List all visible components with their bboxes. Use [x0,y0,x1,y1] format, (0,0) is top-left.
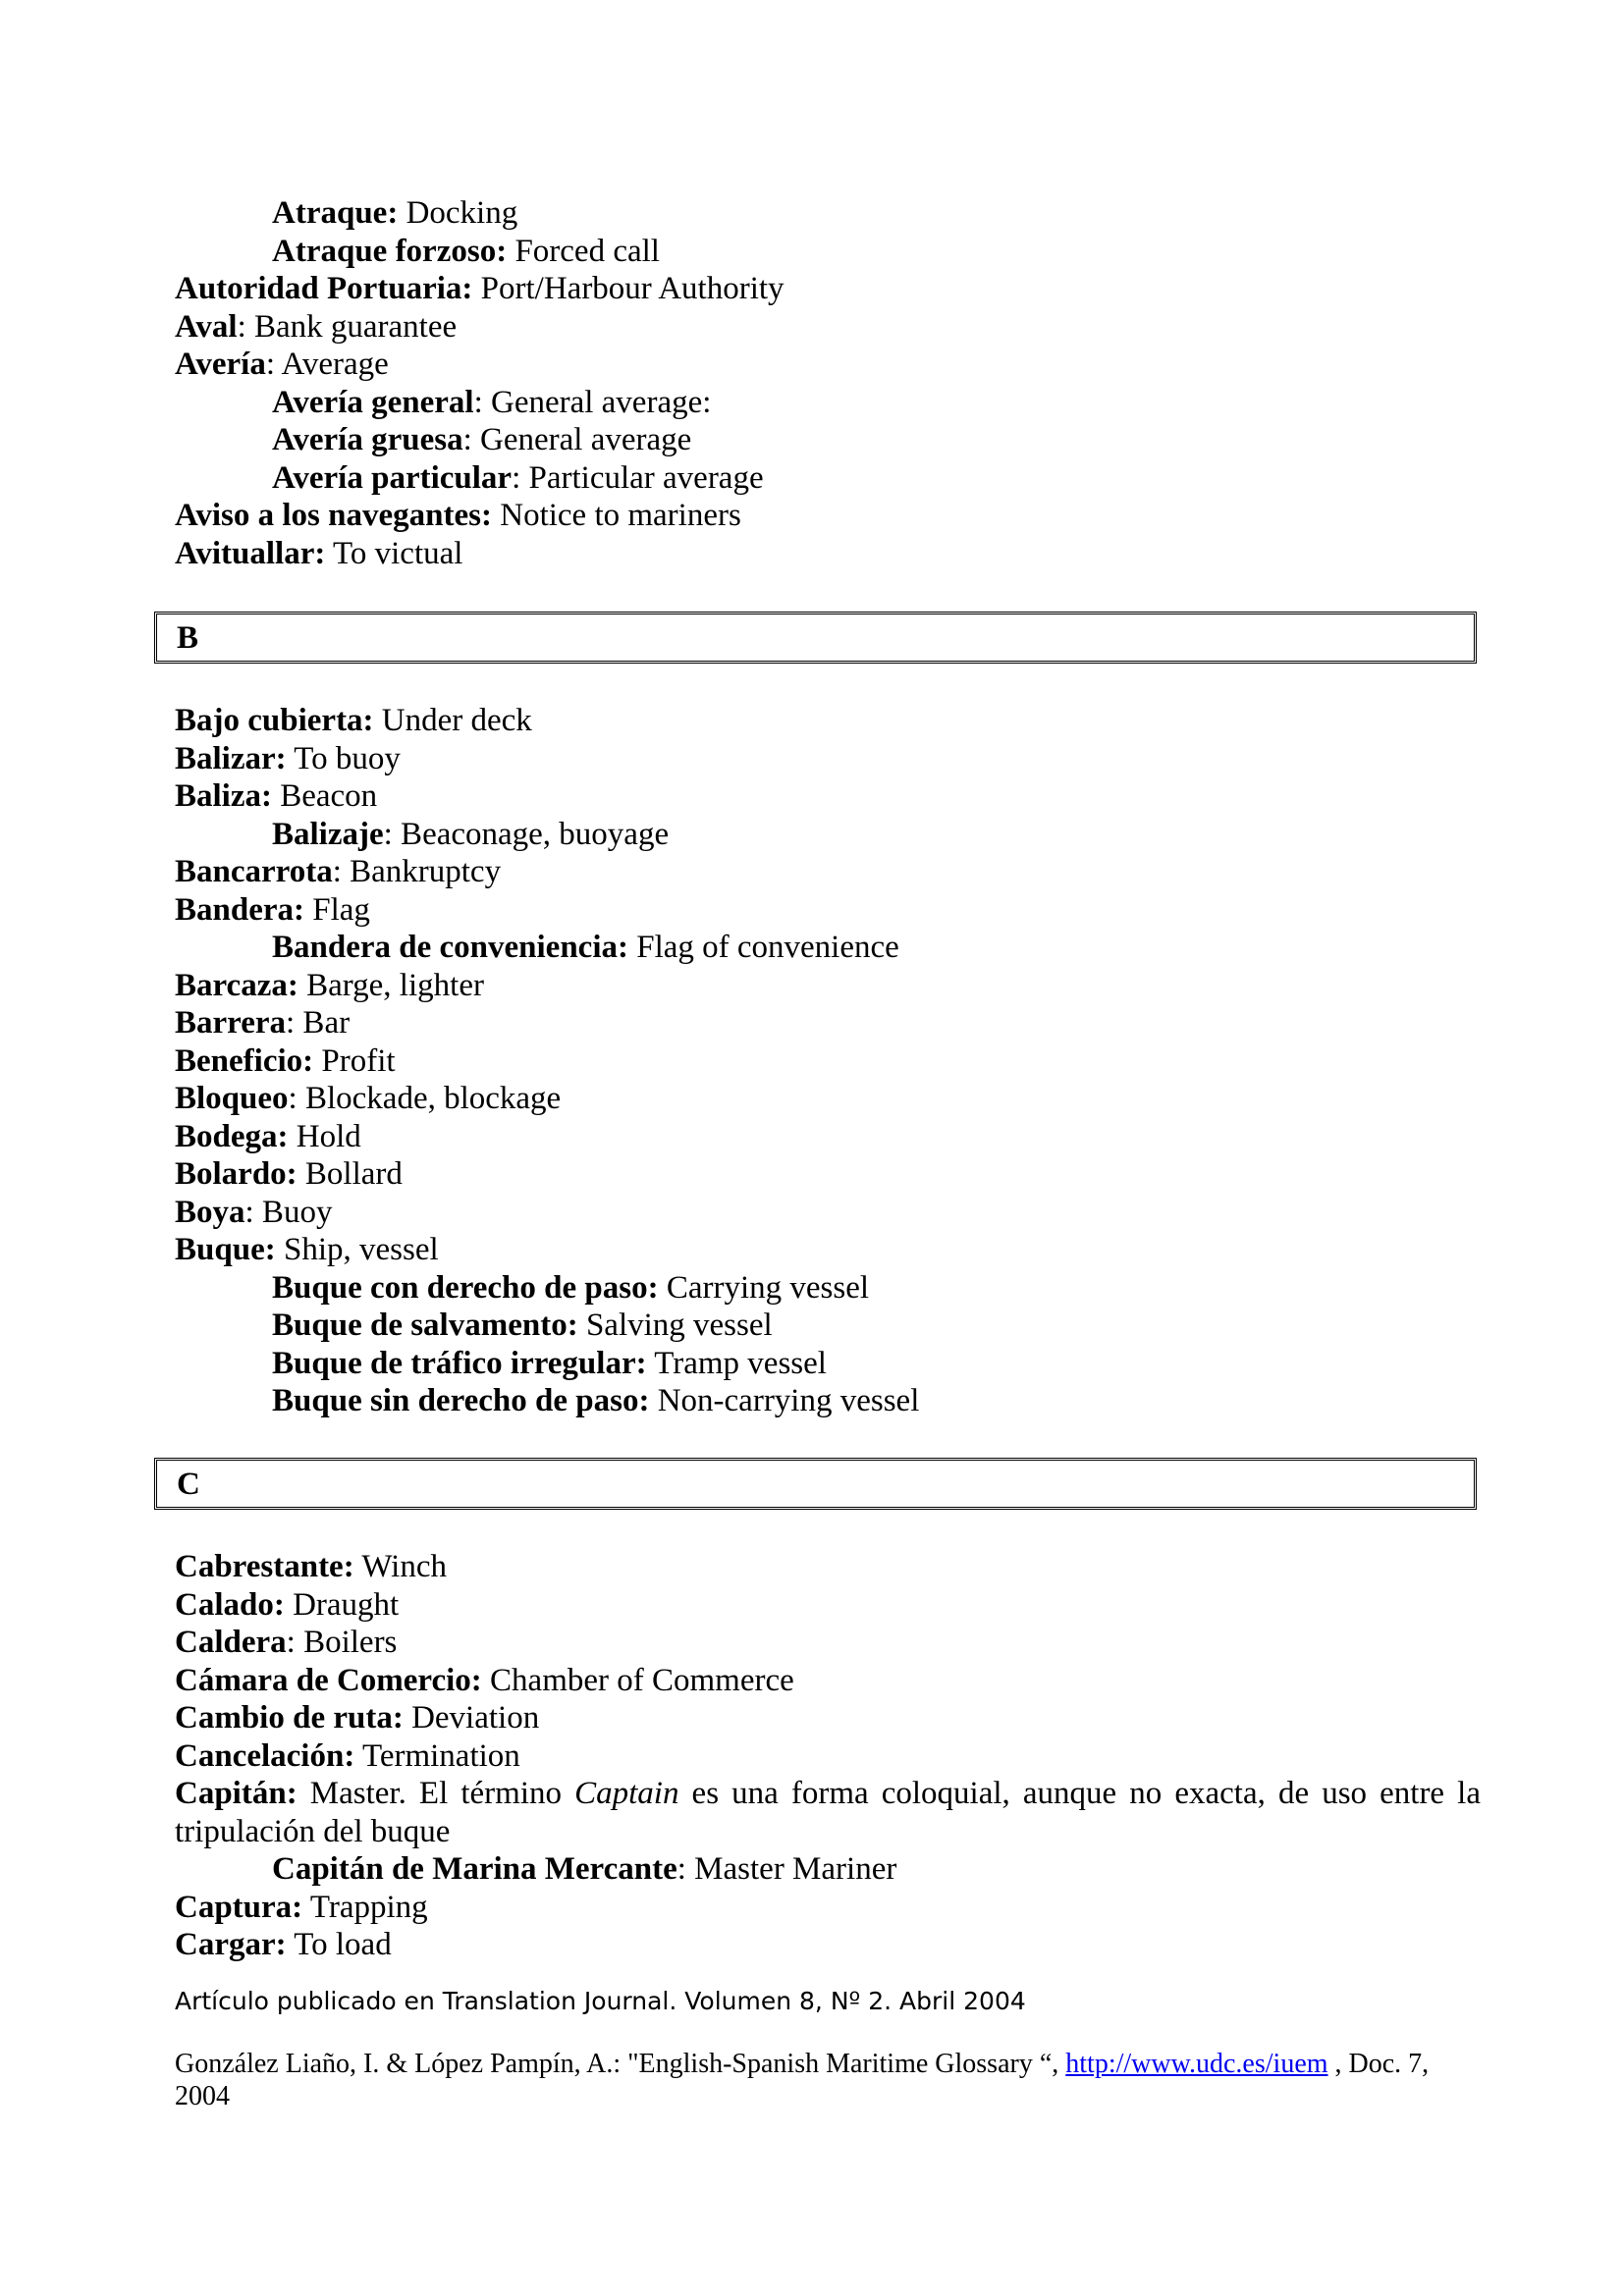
glossary-entry [175,891,1481,930]
entry-term: Beneficio: [175,1042,314,1079]
entry-term: Buque: [175,1232,276,1267]
entry-definition: : General average [462,422,692,457]
entry-term: Barcaza: [175,967,298,1003]
entry-definition: : Boilers [286,1625,398,1660]
entry-term: Bandera: [175,891,304,928]
entry-term: Balizaje [272,816,384,852]
entry-term: Cabrestante: [175,1549,354,1584]
entry-definition: Draught [284,1586,400,1623]
glossary-entry [175,816,1481,854]
entry-term: Cargar: [175,1927,287,1962]
entry-definition: : Bank guarantee [237,308,458,345]
glossary-entry [175,1850,1481,1889]
entry-term: Buque de salvamento: [272,1308,578,1343]
entry-definition: : Average [265,347,389,382]
glossary-entry [175,1926,1481,1964]
entry-term: Avería general [272,384,474,420]
entry-definition-italic: Captain [574,1776,679,1811]
entry-definition: : General average: [473,384,712,420]
glossary-section-a [175,194,1481,572]
entry-definition: Salving vessel [577,1308,773,1343]
glossary-entry [175,1307,1481,1345]
entry-term: Bolardo: [175,1156,298,1192]
entry-definition: : Master Mariner [676,1851,897,1887]
entry-definition: : Bar [286,1005,351,1041]
entry-definition: To buoy [286,740,401,776]
entry-definition: : Beaconage, buoyage [383,816,670,852]
entry-definition: Barge, lighter [298,967,484,1003]
glossary-entry [175,1624,1481,1662]
entry-definition: : Bankruptcy [332,854,502,889]
glossary-entry [175,1586,1481,1625]
glossary-entry [175,1042,1481,1081]
glossary-entry [175,1699,1481,1737]
glossary-entry [175,1737,1481,1776]
glossary-entry [175,497,1481,535]
glossary-entry [175,740,1481,778]
entry-definition: Docking [398,195,518,231]
glossary-entry [175,1889,1481,1927]
entry-definition: Carrying vessel [658,1269,870,1306]
entry-term: Bandera de conveniencia: [272,930,628,965]
glossary-entry [175,346,1481,384]
entry-term: Atraque: [272,195,399,231]
glossary-entry [175,459,1481,498]
entry-definition: Ship, vessel [275,1232,439,1267]
entry-term: Cámara de Comercio: [175,1662,482,1698]
glossary-entry [175,1194,1481,1232]
entry-definition: Trapping [302,1889,428,1925]
glossary-entry [175,535,1481,573]
entry-term: Buque de tráfico irregular: [272,1345,647,1381]
entry-term: Capitán de Marina Mercante [272,1851,677,1887]
entry-term: Capitán: [175,1776,298,1811]
entry-definition: Flag of convenience [627,930,899,965]
entry-term: Avería [175,347,266,382]
citation-text-end: , Doc. 7, 2004 [175,2049,1430,2111]
entry-term: Aval [175,308,238,345]
entry-term: Bloqueo [175,1081,289,1116]
glossary-entry [175,967,1481,1005]
glossary-entry [175,421,1481,459]
entry-definition: Termination [354,1737,520,1774]
entry-definition: Under deck [373,703,532,738]
glossary-entry [175,702,1481,740]
entry-definition: Winch [353,1549,447,1584]
entry-term: Caldera [175,1625,287,1660]
glossary-entry [175,1080,1481,1118]
entry-term: Calado: [175,1586,285,1623]
entry-term: Avituallar: [175,535,326,571]
glossary-entry [175,233,1481,271]
entry-definition: Tramp vessel [646,1345,827,1381]
glossary-entry [175,1548,1481,1586]
citation-text: González Liaño, I. & López Pampín, A.: "English-Spanish Maritime Glossary “, [175,2049,1066,2079]
glossary-entry [175,194,1481,233]
entry-definition: Flag [304,891,370,928]
entry-definition: Port/Harbour Authority [472,271,784,306]
entry-term: Bancarrota [175,854,333,889]
glossary-entry [175,1231,1481,1269]
glossary-entry [175,1382,1481,1420]
glossary-entry [175,1269,1481,1308]
publication-note: Artículo publicado en Translation Journal. Volumen 8, Nº 2. Abril 2004 [175,1987,1026,2015]
entry-term: Autoridad Portuaria: [175,271,473,306]
entry-definition: Bollard [297,1156,403,1192]
entry-definition: : Particular average [512,459,764,496]
citation [175,2048,1451,2112]
entry-term: Barrera [175,1005,287,1041]
entry-definition: Profit [313,1042,396,1079]
entry-term: Captura: [175,1889,303,1925]
entry-definition: To load [286,1927,392,1962]
glossary-entry [175,929,1481,967]
entry-definition: Forced call [507,233,660,269]
glossary-entry [175,1345,1481,1383]
section-header-b [154,612,1477,664]
glossary-entry [175,853,1481,891]
entry-term: Boya [175,1194,245,1230]
glossary-entry [175,1118,1481,1156]
entry-definition: Deviation [403,1700,540,1735]
glossary-entry [175,1662,1481,1700]
glossary-section-b [175,702,1481,1420]
section-letter: B [177,620,199,656]
entry-term: Baliza: [175,778,272,814]
entry-definition: To victual [325,535,463,571]
entry-term: Cancelación: [175,1737,355,1774]
entry-definition: Chamber of Commerce [481,1662,794,1698]
entry-term: Aviso a los navegantes: [175,498,492,533]
citation-link[interactable]: http://www.udc.es/iuem [1065,2049,1328,2079]
entry-definition: Master. El término [297,1776,575,1811]
glossary-entry [175,308,1481,347]
entry-definition: Beacon [271,778,378,814]
glossary-entry [175,384,1481,422]
entry-term: Atraque forzoso: [272,233,508,269]
section-header-c [154,1458,1477,1510]
entry-definition: Hold [288,1118,361,1154]
entry-term: Avería gruesa [272,422,463,457]
glossary-entry [175,1004,1481,1042]
glossary-section-c [175,1548,1481,1964]
entry-definition: : Buoy [244,1194,333,1230]
entry-term: Cambio de ruta: [175,1700,404,1735]
entry-definition: : Blockade, blockage [288,1081,562,1116]
entry-definition: Notice to mariners [491,498,741,533]
entry-term: Buque sin derecho de paso: [272,1383,650,1418]
entry-term: Bodega: [175,1118,289,1154]
glossary-entry [175,777,1481,816]
section-letter: C [177,1467,200,1502]
entry-term: Buque con derecho de paso: [272,1269,659,1306]
glossary-entry [175,270,1481,308]
glossary-entry [175,1155,1481,1194]
entry-definition-continued: es una forma coloquial, aunque no exacta, de uso entre la tripulación del buque [175,1776,1481,1849]
entry-term: Balizar: [175,740,287,776]
glossary-entry-capitan [175,1775,1481,1850]
entry-definition: Non-carrying vessel [649,1383,920,1418]
entry-term: Avería particular [272,459,513,496]
entry-term: Bajo cubierta: [175,703,374,738]
